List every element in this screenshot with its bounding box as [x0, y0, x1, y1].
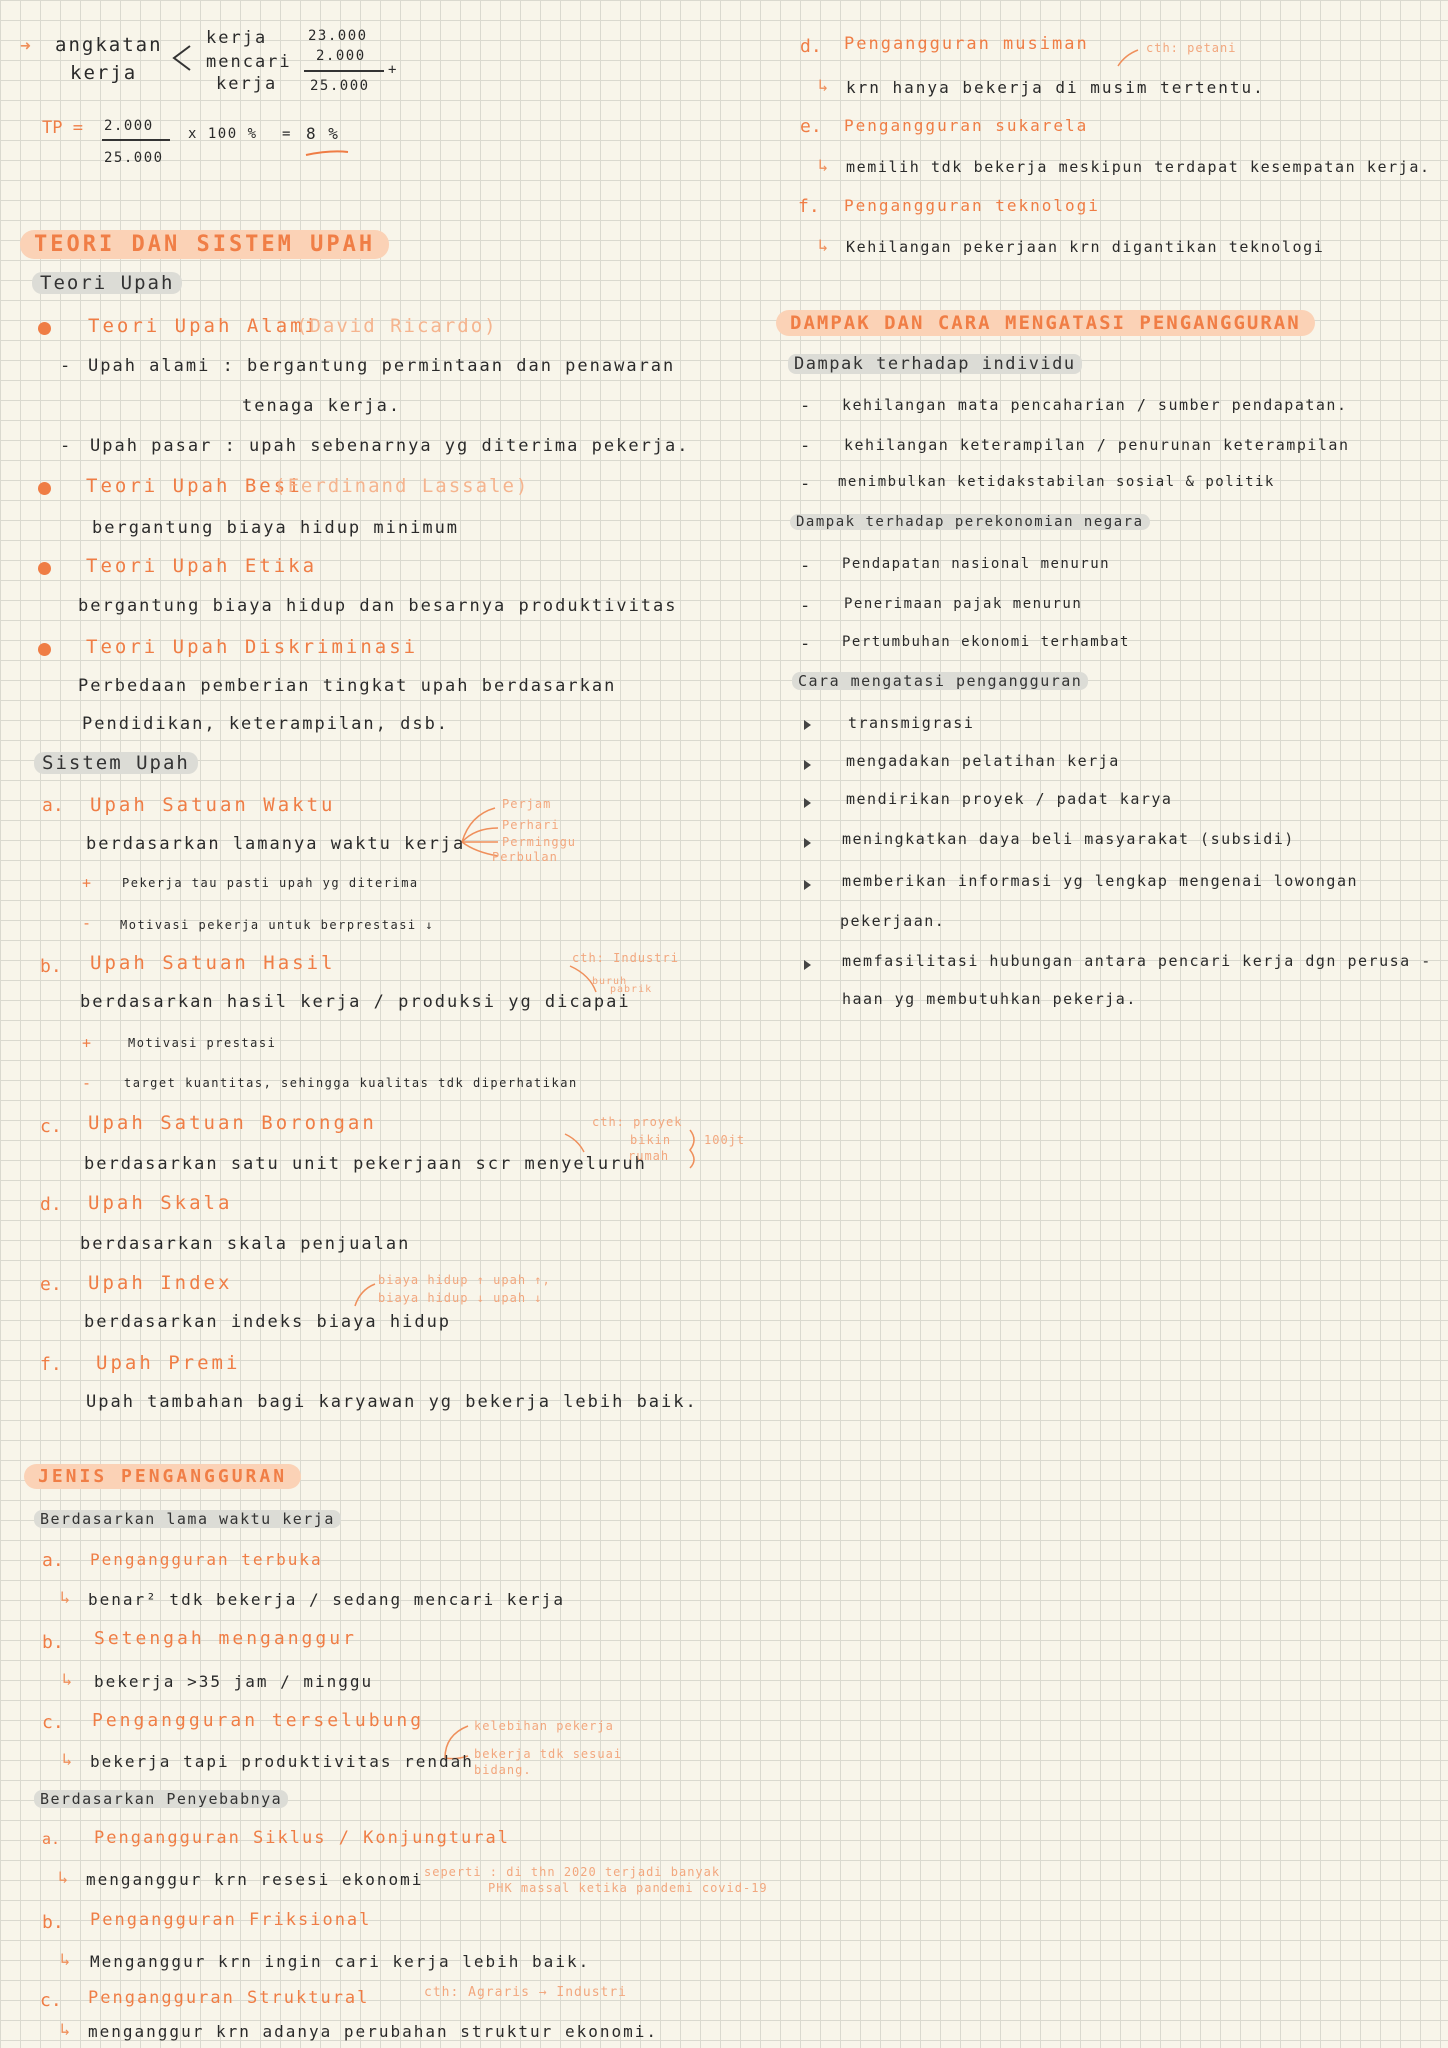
sistem-index-note: biaya hidup ↓ upah ↓	[378, 1291, 543, 1305]
list-letter: c.	[40, 1990, 62, 2011]
jenis-setengah-title: Setengah menganggur	[94, 1628, 357, 1649]
jenis-struktural-note: cth: Agraris → Industri	[424, 1985, 628, 2000]
jenis-musiman-note: cth: petani	[1146, 41, 1237, 55]
dash-marker: -	[800, 556, 811, 576]
sistem-borongan-note-amount: 100jt	[704, 1133, 746, 1147]
section-title-jenis: JENIS PENGANGGURAN	[24, 1464, 301, 1489]
section-title-dampak: DAMPAK DAN CARA MENGATASI PENGANGGURAN	[776, 310, 1315, 336]
dampak-individu-item: menimbulkan ketidakstabilan sosial & politik	[838, 474, 1275, 490]
dash-marker: -	[800, 396, 811, 416]
list-letter: f.	[798, 196, 820, 217]
formula-plus: +	[388, 62, 398, 78]
teori-besi-desc: bergantung biaya hidup minimum	[92, 518, 460, 538]
jenis-friksional-title: Pengangguran Friksional	[90, 1910, 372, 1930]
jenis-struktural-title: Pengangguran Struktural	[88, 1988, 370, 2008]
return-arrow-icon: ↳	[58, 1868, 69, 1888]
jenis-terselubung-note: bekerja tdk sesuai	[474, 1747, 623, 1761]
arrow-icon: ➜	[20, 36, 31, 57]
subheading-teori-upah: Teori Upah	[32, 272, 182, 294]
sistem-hasil-plus: Motivasi prestasi	[128, 1036, 277, 1050]
dash-marker: -	[800, 634, 811, 654]
subheading-cara-mengatasi: Cara mengatasi pengangguran	[792, 672, 1088, 690]
list-letter: f.	[40, 1354, 62, 1375]
jenis-struktural-desc: menganggur krn adanya perubahan struktur ekonomi.	[88, 2022, 659, 2041]
formula-label-angkatan: angkatan	[55, 34, 163, 56]
return-arrow-icon: ↳	[818, 236, 829, 256]
sistem-borongan-desc: berdasarkan satu unit pekerjaan scr menyeluruh	[84, 1154, 647, 1174]
return-arrow-icon: ↳	[60, 1588, 71, 1608]
sistem-waktu-note: Perjam	[502, 797, 552, 811]
jenis-siklus-note: seperti : di thn 2020 terjadi banyak	[424, 1865, 721, 1879]
dampak-ekonomi-item: Penerimaan pajak menurun	[844, 596, 1083, 612]
jenis-siklus-note: PHK massal ketika pandemi covid-19	[488, 1881, 768, 1895]
sistem-waktu-note: Perbulan	[492, 850, 558, 864]
section-title-upah: TEORI DAN SISTEM UPAH	[20, 230, 389, 259]
dampak-ekonomi-item: Pertumbuhan ekonomi terhambat	[842, 634, 1130, 650]
dash-marker: -	[60, 356, 71, 376]
formula-label-kerja: kerja	[70, 62, 138, 84]
sistem-premi-title: Upah Premi	[96, 1352, 241, 1374]
return-arrow-icon: ↳	[818, 156, 829, 176]
jenis-siklus-title: Pengangguran Siklus / Konjungtural	[94, 1828, 510, 1848]
cara-item-continued: pekerjaan.	[840, 912, 946, 930]
teori-etika-title: Teori Upah Etika	[86, 555, 318, 577]
formula-total: 25.000	[310, 78, 370, 94]
sistem-premi-desc: Upah tambahan bagi karyawan yg bekerja lebih baik.	[86, 1392, 698, 1412]
cara-item: meningkatkan daya beli masyarakat (subsidi)	[842, 830, 1295, 848]
bullet-dot-icon	[38, 643, 51, 656]
formula-mult: x 100 %	[188, 126, 258, 142]
list-letter: d.	[800, 36, 822, 57]
formula-eq: =	[282, 126, 292, 142]
formula-num: 2.000	[104, 118, 154, 134]
sistem-index-desc: berdasarkan indeks biaya hidup	[84, 1312, 452, 1332]
sistem-borongan-note: bikin	[630, 1133, 672, 1147]
teori-diskriminasi-title: Teori Upah Diskriminasi	[86, 636, 419, 658]
dampak-individu-item: kehilangan mata pencaharian / sumber pendapatan.	[842, 396, 1348, 414]
dash-marker: -	[60, 436, 71, 456]
sistem-waktu-note: Perhari	[502, 818, 560, 832]
dash-marker: -	[800, 474, 811, 494]
return-arrow-icon: ↳	[60, 1950, 71, 1970]
return-arrow-icon: ↳	[62, 1750, 73, 1770]
jenis-terselubung-note: kelebihan pekerja	[474, 1719, 614, 1733]
list-letter: a.	[42, 1550, 64, 1571]
triangle-bullet-icon	[804, 880, 811, 890]
return-arrow-icon: ↳	[62, 1670, 73, 1690]
list-letter: e.	[40, 1274, 62, 1295]
formula-bekerja: kerja	[206, 28, 268, 48]
dash-marker: -	[800, 596, 811, 616]
formula-tp: TP =	[42, 118, 83, 138]
sistem-skala-desc: berdasarkan skala penjualan	[80, 1234, 411, 1254]
jenis-musiman-title: Pengangguran musiman	[844, 34, 1089, 54]
teori-besi-title: Teori Upah Besi	[86, 475, 303, 497]
sistem-waktu-minus: Motivasi pekerja untuk berprestasi ↓	[120, 918, 435, 932]
jenis-musiman-desc: krn hanya bekerja di musim tertentu.	[846, 78, 1265, 97]
sistem-index-note: biaya hidup ↑ upah ↑,	[378, 1273, 551, 1287]
teori-alami-def2: Upah pasar : upah sebenarnya yg diterima pekerja.	[90, 436, 690, 456]
list-letter: c.	[40, 1116, 62, 1137]
subheading-sistem-upah: Sistem Upah	[34, 752, 198, 774]
sistem-hasil-minus: target kuantitas, sehingga kualitas tdk diperhatikan	[124, 1076, 578, 1090]
jenis-terselubung-title: Pengangguran terselubung	[92, 1710, 425, 1731]
formula-n2: 2.000	[316, 48, 366, 64]
sistem-waktu-desc: berdasarkan lamanya waktu kerja	[86, 834, 466, 854]
cara-item: mengadakan pelatihan kerja	[846, 752, 1120, 770]
jenis-siklus-desc: menganggur krn resesi ekonomi	[86, 1870, 424, 1889]
return-arrow-icon: ↳	[60, 2020, 71, 2040]
jenis-setengah-desc: bekerja >35 jam / minggu	[94, 1672, 374, 1691]
list-letter: a.	[42, 795, 64, 816]
jenis-terselubung-desc: bekerja tapi produktivitas rendah	[90, 1752, 474, 1771]
dash-marker: -	[800, 436, 811, 456]
triangle-bullet-icon	[804, 760, 811, 770]
teori-diskriminasi-desc2: Pendidikan, keterampilan, dsb.	[82, 714, 450, 734]
list-letter: b.	[42, 1912, 64, 1933]
triangle-bullet-icon	[804, 838, 811, 848]
jenis-sukarela-title: Pengangguran sukarela	[844, 116, 1089, 135]
triangle-bullet-icon	[804, 798, 811, 808]
sistem-hasil-title: Upah Satuan Hasil	[90, 952, 336, 974]
sistem-hasil-note: buruh	[592, 976, 628, 987]
list-letter: a.	[42, 1830, 61, 1848]
teori-etika-desc: bergantung biaya hidup dan besarnya produktivitas	[78, 596, 678, 616]
teori-alami-title: Teori Upah Alami	[88, 315, 320, 337]
sistem-borongan-note: rumah	[628, 1149, 670, 1163]
subheading-dampak-ekonomi: Dampak terhadap perekonomian negara	[790, 514, 1150, 530]
cara-item: transmigrasi	[848, 714, 975, 732]
sistem-waktu-note: Perminggu	[502, 835, 577, 849]
jenis-terbuka-desc: benar² tdk bekerja / sedang mencari kerja	[88, 1590, 565, 1609]
minus-marker: -	[82, 1074, 92, 1092]
formula-mencari-kerja: kerja	[216, 74, 278, 94]
list-letter: d.	[40, 1194, 62, 1215]
sistem-hasil-note: cth: Industri	[572, 951, 679, 965]
jenis-terbuka-title: Pengangguran terbuka	[90, 1550, 323, 1569]
list-letter: e.	[800, 116, 822, 137]
jenis-teknologi-title: Pengangguran teknologi	[844, 196, 1100, 215]
jenis-teknologi-desc: Kehilangan pekerjaan krn digantikan teknologi	[846, 238, 1325, 256]
sistem-waktu-plus: Pekerja tau pasti upah yg diterima	[122, 876, 419, 890]
cara-item: mendirikan proyek / padat karya	[846, 790, 1173, 808]
sistem-borongan-note: cth: proyek	[592, 1115, 683, 1129]
return-arrow-icon: ↳	[818, 76, 829, 96]
minus-marker: -	[82, 914, 92, 932]
teori-diskriminasi-desc1: Perbedaan pemberian tingkat upah berdasarkan	[78, 676, 617, 696]
bullet-dot-icon	[38, 562, 51, 575]
jenis-sukarela-desc: memilih tdk bekerja meskipun terdapat kesempatan kerja.	[846, 158, 1431, 176]
sistem-borongan-title: Upah Satuan Borongan	[88, 1112, 377, 1134]
dampak-ekonomi-item: Pendapatan nasional menurun	[842, 556, 1111, 572]
teori-besi-author: (Ferdinand Lassale)	[274, 475, 530, 497]
list-letter: b.	[42, 1632, 64, 1653]
plus-marker: +	[82, 874, 92, 892]
dampak-individu-item: kehilangan keterampilan / penurunan keterampilan	[844, 436, 1350, 454]
formula-n1: 23.000	[308, 28, 368, 44]
sistem-index-title: Upah Index	[88, 1272, 233, 1294]
bullet-dot-icon	[38, 482, 51, 495]
triangle-bullet-icon	[804, 720, 811, 730]
cara-item-continued: haan yg membutuhkan pekerja.	[842, 990, 1137, 1008]
sistem-hasil-desc: berdasarkan hasil kerja / produksi yg dicapai	[80, 992, 631, 1012]
sistem-waktu-title: Upah Satuan Waktu	[90, 794, 336, 816]
subheading-dampak-individu: Dampak terhadap individu	[788, 354, 1082, 374]
list-letter: c.	[42, 1712, 64, 1733]
plus-marker: +	[82, 1034, 92, 1052]
sistem-skala-title: Upah Skala	[88, 1192, 233, 1214]
jenis-terselubung-note: bidang.	[474, 1763, 532, 1777]
cara-item: memfasilitasi hubungan antara pencari kerja dgn perusa -	[842, 952, 1432, 970]
cara-item: memberikan informasi yg lengkap mengenai lowongan	[842, 872, 1359, 890]
jenis-friksional-desc: Menganggur krn ingin cari kerja lebih baik.	[90, 1952, 591, 1971]
formula-den: 25.000	[104, 150, 164, 166]
subheading-lama-waktu: Berdasarkan lama waktu kerja	[34, 1510, 341, 1528]
formula-result: 8 %	[306, 124, 340, 143]
bullet-dot-icon	[38, 322, 51, 335]
list-letter: b.	[40, 956, 62, 977]
subheading-penyebab: Berdasarkan Penyebabnya	[34, 1790, 288, 1808]
triangle-bullet-icon	[804, 960, 811, 970]
teori-alami-def1b: tenaga kerja.	[242, 396, 402, 416]
teori-alami-def1: Upah alami : bergantung permintaan dan penawaran	[88, 356, 676, 376]
formula-mencari: mencari	[206, 52, 292, 72]
teori-alami-author: (David Ricardo)	[296, 315, 498, 337]
sistem-hasil-note: pabrik	[610, 984, 653, 995]
